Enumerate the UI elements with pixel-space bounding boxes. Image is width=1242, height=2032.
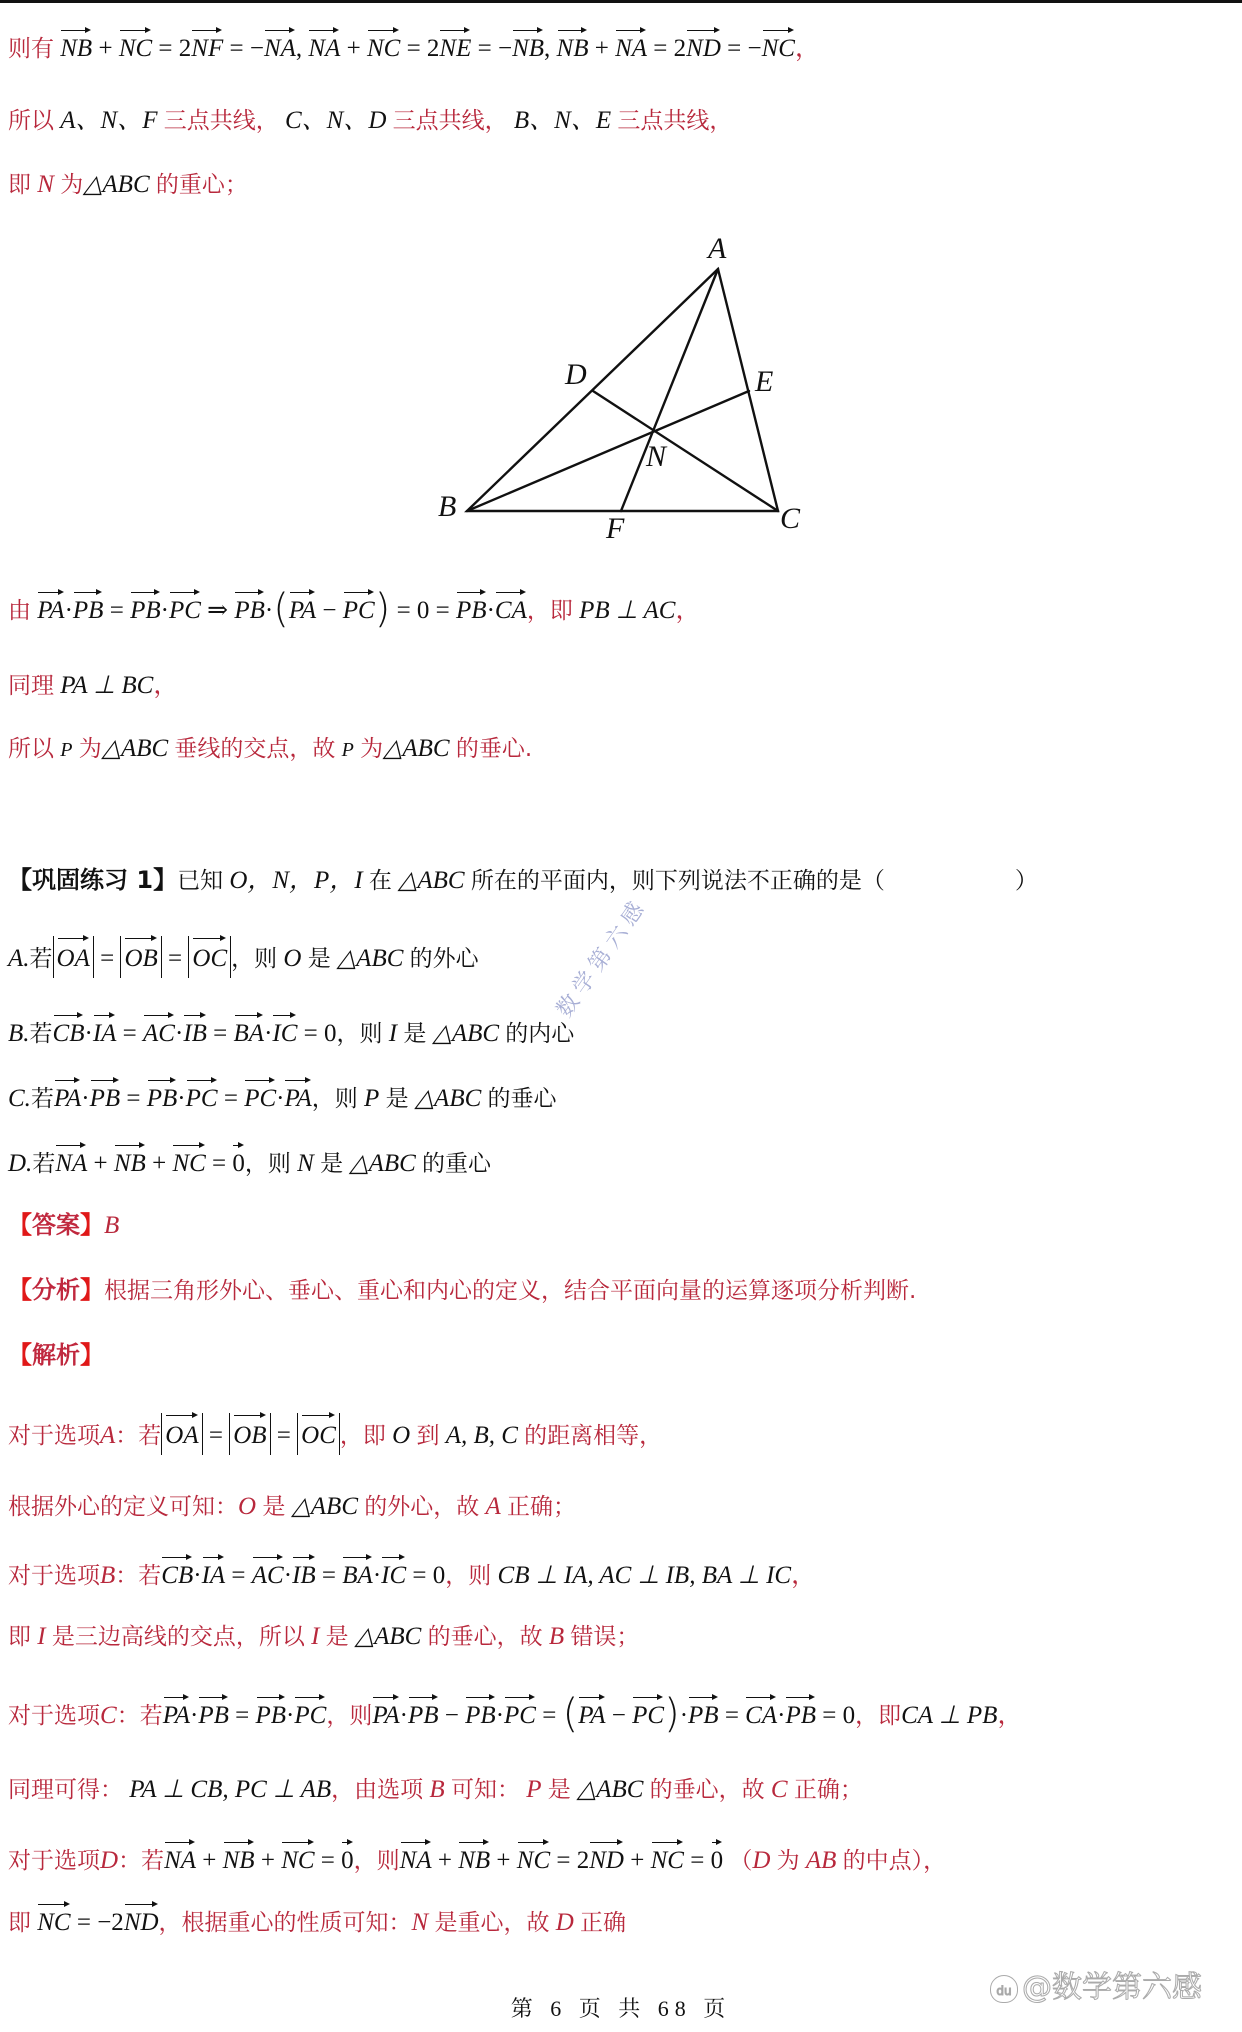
solution-c1: 对于选项C：若PA·PB = PB·PC，则PA·PB − PB·PC = (PA − PC)·PB = CA·PB = 0，即CA ⊥ PB， [8, 1691, 1023, 1737]
solution-b1: 对于选项B：若CB·IA = AC·IB = BA·IC = 0，则 CB ⊥ IA, AC ⊥ IB, BA ⊥ IC， [8, 1555, 816, 1593]
proof1-line3: 即 N 为△ABC 的重心； [8, 171, 248, 198]
option-a: A.若 OA = OB = OC ，则 O 是 △ABC 的外心 [8, 936, 479, 978]
option-b: B.若CB·IA = AC·IB = BA·IC = 0，则 I 是 △ABC 的内心 [8, 1013, 574, 1051]
median-be [467, 391, 749, 511]
option-c: C.若PA·PB = PB·PC = PC·PA，则 P 是 △ABC 的垂心 [8, 1078, 557, 1116]
solution-c2: 同理可得： PA ⊥ CB, PC ⊥ AB，由选项 B 可知： P 是 △ABC 的垂心，故 C 正确； [8, 1776, 863, 1803]
solution-d1: 对于选项D：若NA + NB + NC = 0，则NA + NB + NC = 2ND + NC = 0 （D 为 AB 的中点）， [8, 1840, 946, 1878]
analysis-tag: 【分析】 [8, 1276, 104, 1304]
label-b: B [438, 490, 457, 523]
solution-a2: 根据外心的定义可知：O 是 △ABC 的外心，故 A 正确； [8, 1493, 577, 1520]
label-f: F [606, 512, 625, 545]
median-af [621, 269, 718, 511]
label-a: A [708, 232, 727, 265]
median-cd [593, 391, 778, 511]
exercise-stem: 【巩固练习 1】已知 O，N，P，I 在 △ABC 所在的平面内，则下列说法不正确的是（ ） [8, 866, 1038, 894]
label-n: N [646, 440, 667, 473]
triangle-abc [467, 269, 778, 511]
proof2-line1: 由 PA·PB = PB·PC ⇒ PB·(PA − PC) = 0 = PB·CA，即 PB ⊥ AC， [8, 586, 701, 632]
label-d: D [565, 358, 587, 391]
exercise-tag: 【巩固练习 1】 [8, 866, 178, 894]
label-c: C [780, 502, 801, 535]
page-footer: 第 6 页 共 68 页 [510, 1996, 732, 2021]
analysis-line: 【分析】根据三角形外心、垂心、重心和内心的定义，结合平面向量的运算逐项分析判断. [8, 1276, 917, 1304]
solution-d2: 即 NC = −2ND，根据重心的性质可知：N 是重心，故 D 正确 [8, 1902, 626, 1940]
proof2-line2: 同理 PA ⊥ BC， [8, 672, 179, 699]
proof1-line1: 则有 NB + NC = 2NF = −NA, NA + NC = 2NE = −NB, NB + NA = 2ND = −NC， [8, 28, 820, 66]
solution-a1: 对于选项A：若 OA = OB = OC ，即 O 到 A, B, C 的距离相等， [8, 1413, 662, 1455]
corner-watermark: du @数学第六感 [990, 1962, 1202, 2006]
baidu-paw-icon: du [990, 1975, 1018, 2003]
solution-tag: 【解析】 [8, 1341, 104, 1369]
answer-line: 【答案】B [8, 1211, 120, 1239]
solution-b2: 即 I 是三边高线的交点，所以 I 是 △ABC 的垂心，故 B 错误； [8, 1623, 640, 1650]
diagonal-watermark: 数学第六感 [552, 893, 653, 1023]
option-d: D.若NA + NB + NC = 0，则 N 是 △ABC 的重心 [8, 1143, 491, 1181]
proof1-line2: 所以 A、N、F 三点共线， C、N、D 三点共线， B、N、E 三点共线， [8, 107, 733, 134]
label-e: E [755, 365, 774, 398]
triangle-figure [0, 0, 1242, 600]
answer-tag: 【答案】 [8, 1211, 104, 1239]
proof2-line3: 所以 P 为△ABC 垂线的交点，故 P 为△ABC 的垂心. [8, 735, 533, 762]
solution-heading [8, 1338, 104, 1373]
